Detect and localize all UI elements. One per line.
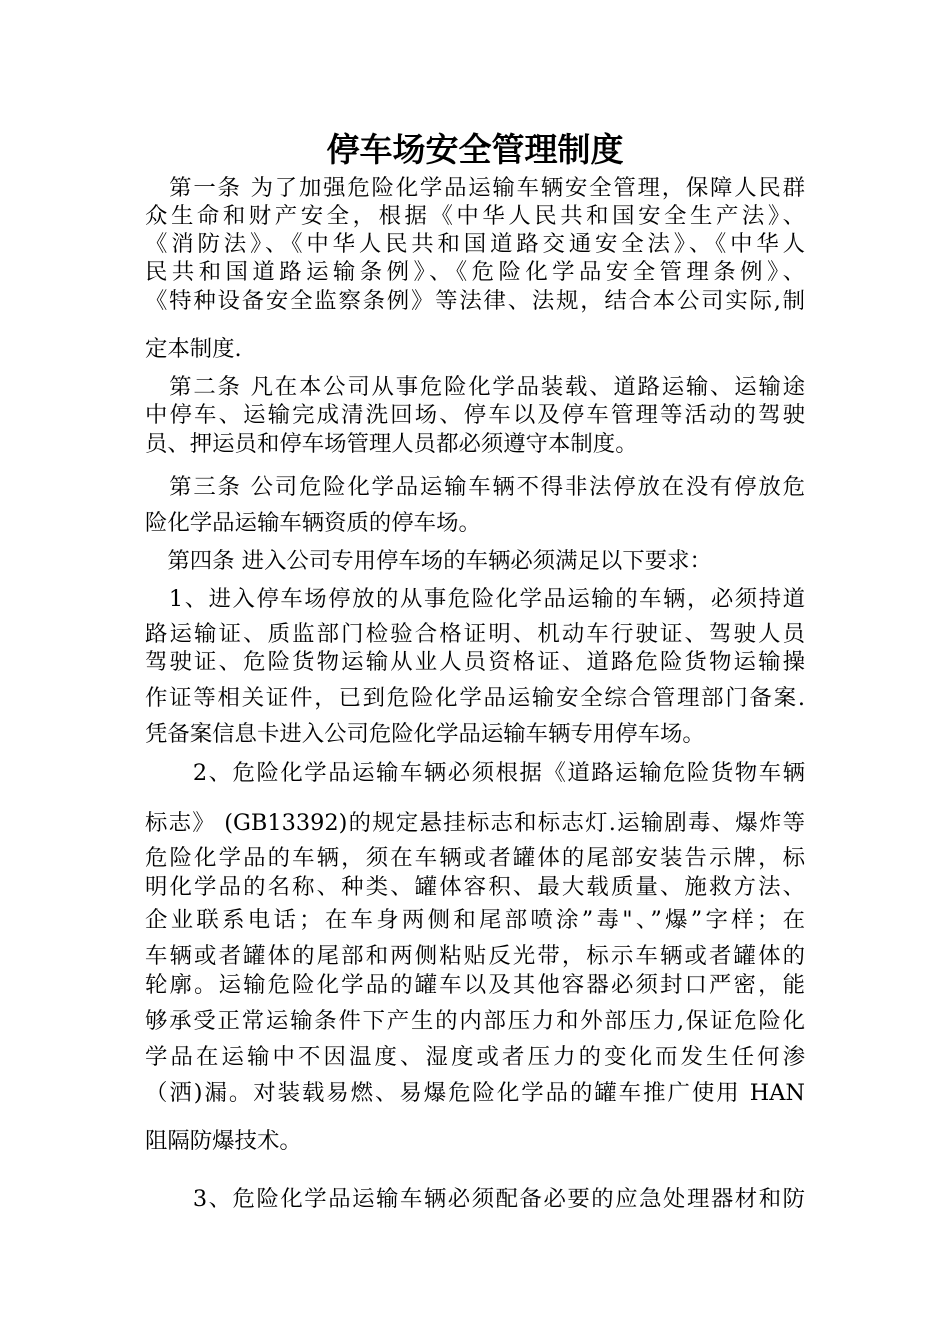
paragraph-line: 第一条 为了加强危险化学品运输车辆安全管理，保障人民群 bbox=[145, 175, 805, 201]
paragraph-line: 《消防法》、《中华人民共和国道路交通安全法》、《中华人 bbox=[145, 231, 805, 257]
paragraph-line: 险化学品运输车辆资质的停车场。 bbox=[145, 510, 481, 536]
paragraph-line: 第四条 进入公司专用停车场的车辆必须满足以下要求： bbox=[145, 548, 712, 574]
paragraph-line: 企业联系电话；在车身两侧和尾部喷涂”毒"、”爆”字样；在 bbox=[145, 907, 805, 933]
paragraph-line: 阻隔防爆技术。 bbox=[145, 1128, 302, 1154]
paragraph-line: 《特种设备安全监察条例》等法律、法规，结合本公司实际,制 bbox=[145, 288, 805, 314]
paragraph-line: 中停车、运输完成清洗回场、停车以及停车管理等活动的驾驶 bbox=[145, 402, 805, 428]
paragraph-line: 路运输证、质监部门检验合格证明、机动车行驶证、驾驶人员 bbox=[145, 621, 805, 647]
paragraph-line: 众生命和财产安全，根据《中华人民共和国安全生产法》、 bbox=[145, 203, 805, 229]
paragraph-line: 驾驶证、危险货物运输从业人员资格证、道路危险货物运输操 bbox=[145, 649, 805, 675]
paragraph-line: （洒)漏。对装载易燃、易爆危险化学品的罐车推广使用 HAN bbox=[145, 1080, 805, 1106]
paragraph-line: 3、危险化学品运输车辆必须配备必要的应急处理器材和防 bbox=[145, 1186, 805, 1212]
paragraph-line: 轮廓。运输危险化学品的罐车以及其他容器必须封口严密，能 bbox=[145, 972, 805, 998]
paragraph-line: 标志》 (GB13392)的规定悬挂标志和标志灯.运输剧毒、爆炸等 bbox=[145, 810, 805, 836]
paragraph-line: 民共和国道路运输条例》、《危险化学品安全管理条例》、 bbox=[145, 259, 805, 285]
paragraph-line: 2、危险化学品运输车辆必须根据《道路运输危险货物车辆 bbox=[145, 760, 805, 786]
paragraph-line: 危险化学品的车辆，须在车辆或者罐体的尾部安装告示牌，标 bbox=[145, 845, 805, 871]
document-title: 停车场安全管理制度 bbox=[326, 130, 624, 169]
paragraph-line: 第二条 凡在本公司从事危险化学品装载、道路运输、运输途 bbox=[145, 374, 805, 400]
paragraph-line: 够承受正常运输条件下产生的内部压力和外部压力,保证危险化 bbox=[145, 1008, 805, 1034]
paragraph-line: 明化学品的名称、种类、罐体容积、最大载质量、施救方法、 bbox=[145, 874, 805, 900]
paragraph-line: 员、押运员和停车场管理人员都必须遵守本制度。 bbox=[145, 431, 638, 457]
paragraph-line: 作证等相关证件，已到危险化学品运输安全综合管理部门备案. bbox=[145, 685, 805, 711]
paragraph-line: 凭备案信息卡进入公司危险化学品运输车辆专用停车场。 bbox=[145, 721, 705, 747]
paragraph-line: 车辆或者罐体的尾部和两侧粘贴反光带，标示车辆或者罐体的 bbox=[145, 943, 805, 969]
paragraph-line: 定本制度. bbox=[145, 336, 242, 362]
paragraph-line: 第三条 公司危险化学品运输车辆不得非法停放在没有停放危 bbox=[145, 474, 805, 500]
paragraph-line: 学品在运输中不因温度、湿度或者压力的变化而发生任何渗 bbox=[145, 1044, 805, 1070]
paragraph-line: 1、进入停车场停放的从事危险化学品运输的车辆，必须持道 bbox=[145, 586, 805, 612]
